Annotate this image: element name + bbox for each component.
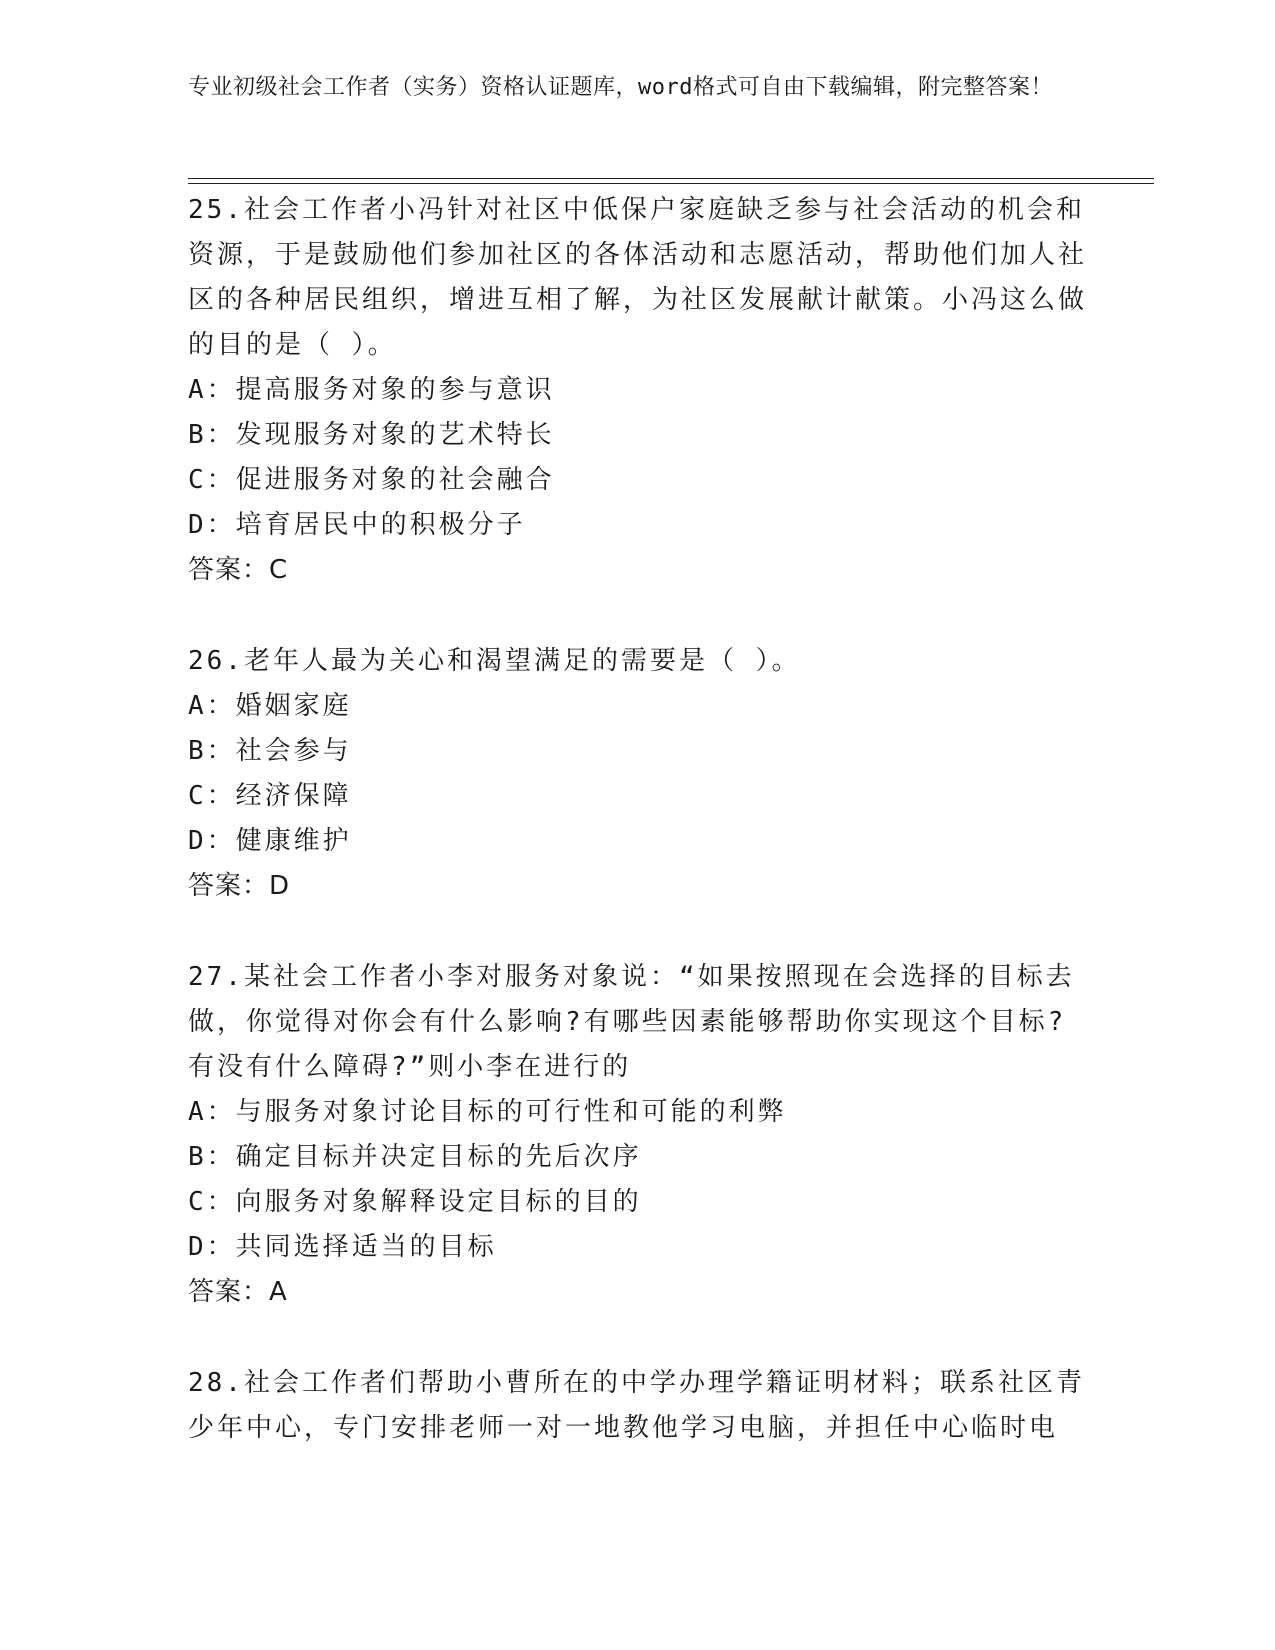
option-b: B：发现服务对象的艺术特长 (188, 420, 555, 450)
answer: 答案：D (188, 871, 291, 901)
answer: 答案：C (188, 555, 289, 585)
option-a: A：婚姻家庭 (188, 691, 352, 721)
option-d: D：培育居民中的积极分子 (188, 510, 526, 540)
answer: 答案：A (188, 1277, 288, 1307)
header-rule-bottom (188, 183, 1154, 184)
option-d: D：共同选择适当的目标 (188, 1232, 497, 1262)
spacer (188, 593, 1088, 639)
spacer (188, 1315, 1088, 1361)
question-27 (188, 955, 1088, 1315)
question-25 (188, 188, 1088, 593)
question-text: 27.某社会工作者小李对服务对象说：“如果按照现在会选择的目标去做，你觉得对你会有什么影响?有哪些因素能够帮助你实现这个目标?有没有什么障碍?”则小李在进行的 (188, 962, 1075, 1082)
question-text: 28.社会工作者们帮助小曹所在的中学办理学籍证明材料；联系社区青少年中心，专门安排老师一对一地教他学习电脑，并担任中心临时电 (188, 1368, 1085, 1443)
option-b: B：社会参与 (188, 736, 352, 766)
question-text: 26.老年人最为关心和渴望满足的需要是（ ）。 (188, 646, 801, 676)
question-26 (188, 639, 1088, 909)
question-text: 25.社会工作者小冯针对社区中低保户家庭缺乏参与社会活动的机会和资源，于是鼓励他们参加社区的各体活动和志愿活动，帮助他们加人社区的各种居民组织，增进互相了解，为社区发展献计献策。小冯这么做的目的是（ ）。 (188, 195, 1088, 360)
question-list (188, 188, 1088, 1451)
spacer (188, 909, 1088, 955)
option-b: B：确定目标并决定目标的先后次序 (188, 1142, 642, 1172)
option-c: C：向服务对象解释设定目标的目的 (188, 1187, 642, 1217)
option-d: D：健康维护 (188, 826, 352, 856)
option-a: A：与服务对象讨论目标的可行性和可能的利弊 (188, 1097, 787, 1127)
option-c: C：促进服务对象的社会融合 (188, 465, 555, 495)
option-a: A：提高服务对象的参与意识 (188, 375, 555, 405)
page-header: 专业初级社会工作者（实务）资格认证题库，word格式可自由下载编辑，附完整答案！ (188, 75, 1053, 100)
header-rule-top (188, 178, 1154, 179)
question-28 (188, 1361, 1088, 1451)
option-c: C：经济保障 (188, 781, 352, 811)
